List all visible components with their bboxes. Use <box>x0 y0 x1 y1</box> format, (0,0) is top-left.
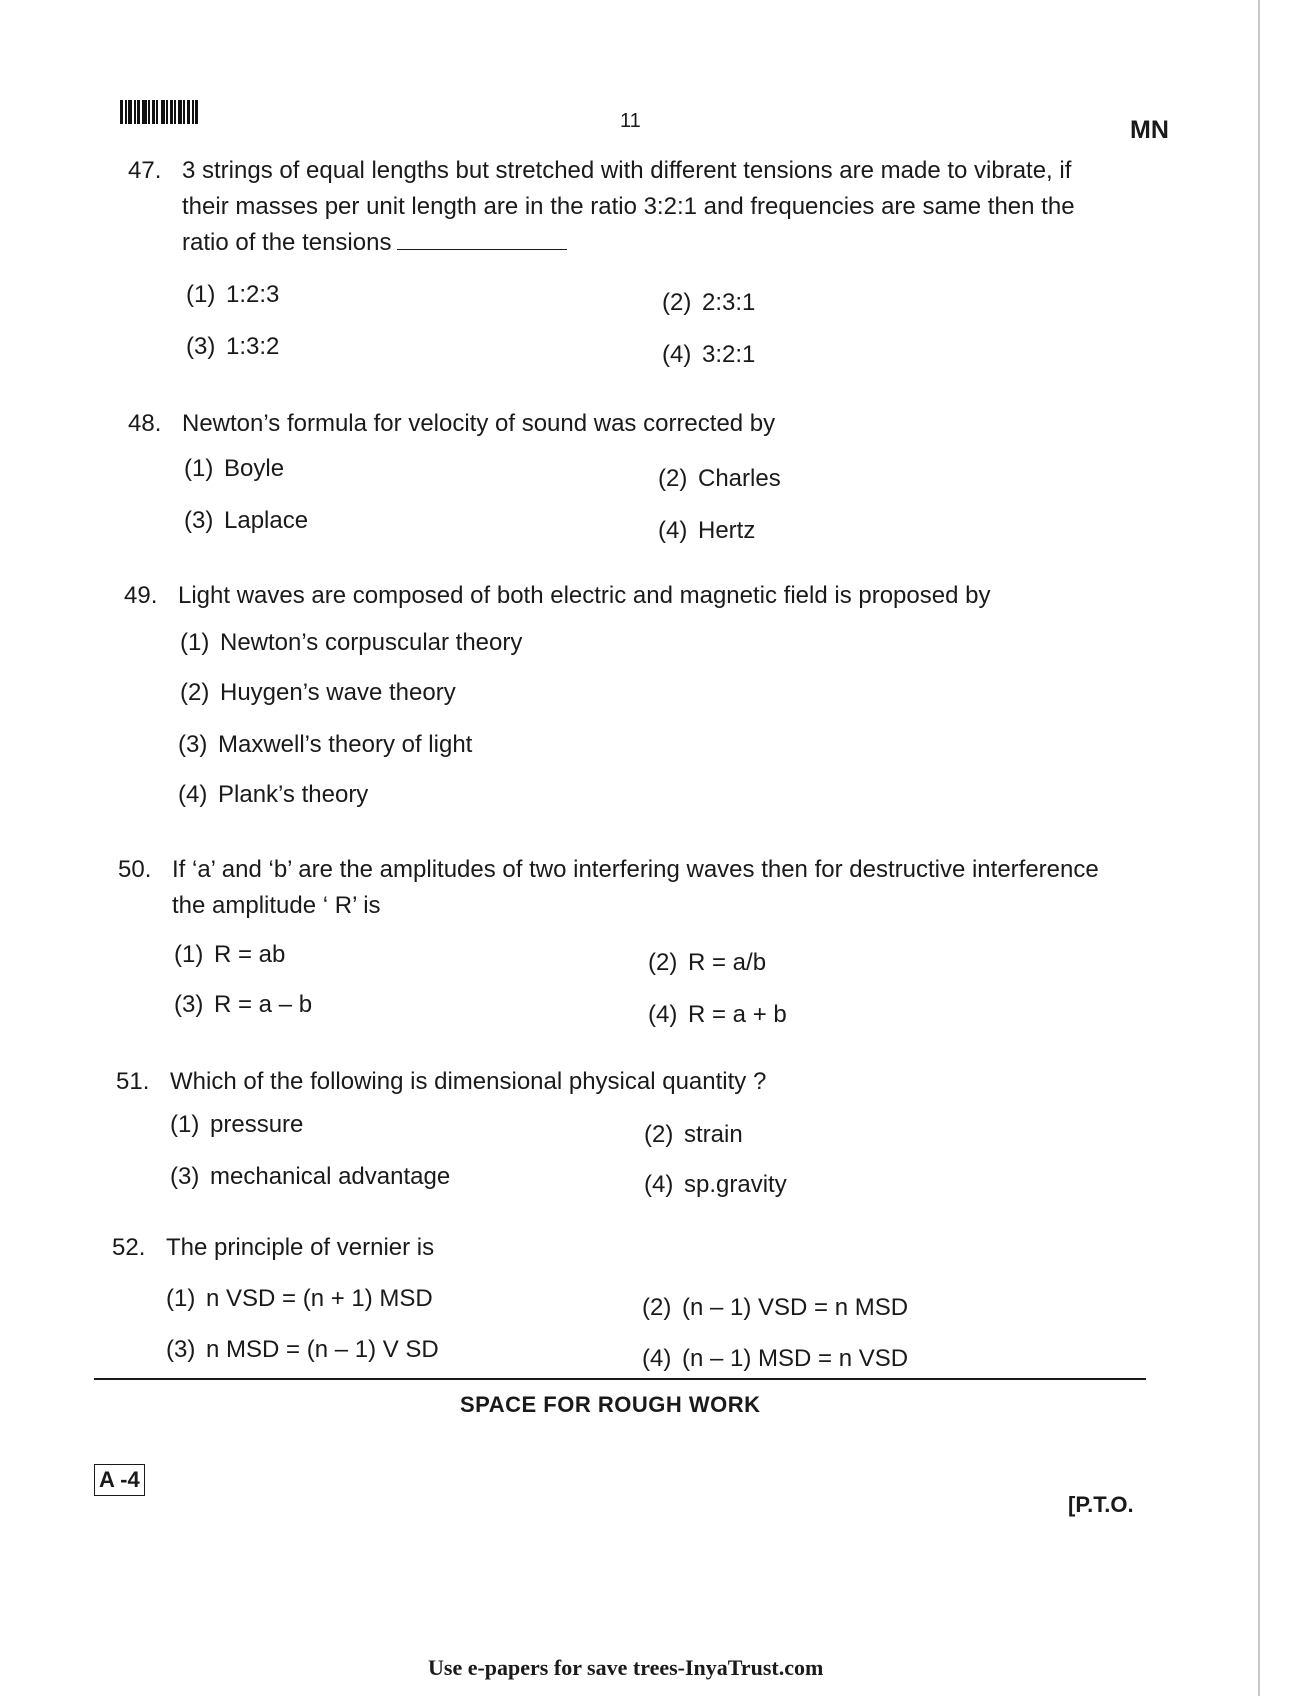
option-number: (1) <box>174 941 204 968</box>
option-text: R = ab <box>214 941 286 968</box>
option-text: 1:3:2 <box>226 333 280 360</box>
page-number: 11 <box>620 110 641 132</box>
option-52-3 <box>166 1335 439 1365</box>
question-text-fragment: ratio of the tensions <box>182 229 392 256</box>
option-text: n VSD = (n + 1) MSD <box>206 1285 433 1312</box>
question-text <box>182 406 1182 442</box>
question-text <box>182 153 1182 261</box>
option-number: (3) <box>166 1336 196 1363</box>
option-text: 3:2:1 <box>702 341 756 368</box>
option-number: (3) <box>186 333 216 360</box>
option-text: R = a + b <box>688 1001 787 1028</box>
question-text-line: Which of the following is dimensional physical quantity ? <box>170 1068 767 1095</box>
option-49-4 <box>178 780 368 810</box>
option-49-3 <box>178 730 472 760</box>
option-47-2 <box>662 288 755 318</box>
option-text: mechanical advantage <box>210 1163 451 1190</box>
question-number: 51. <box>116 1068 150 1095</box>
option-number: (1) <box>170 1111 200 1138</box>
option-48-3 <box>184 506 308 536</box>
option-text: Newton’s corpuscular theory <box>220 629 523 656</box>
option-text: 2:3:1 <box>702 289 756 316</box>
option-text: strain <box>684 1121 743 1148</box>
option-number: (3) <box>178 731 208 758</box>
question-text <box>178 578 1178 614</box>
option-number: (3) <box>184 507 214 534</box>
question-text <box>172 852 1172 924</box>
option-text: sp.gravity <box>684 1171 787 1198</box>
option-number: (2) <box>642 1294 672 1321</box>
series-code: MN <box>1130 116 1169 144</box>
option-text: 1:2:3 <box>226 281 280 308</box>
option-48-1 <box>184 454 284 484</box>
option-49-2 <box>180 678 456 708</box>
option-number: (2) <box>644 1121 674 1148</box>
option-47-3 <box>186 332 279 362</box>
option-number: (4) <box>644 1171 674 1198</box>
option-number: (2) <box>662 289 692 316</box>
option-text: Laplace <box>224 507 309 534</box>
page-edge-line <box>1258 0 1260 1696</box>
option-number: (4) <box>642 1345 672 1372</box>
option-text: Maxwell’s theory of light <box>218 731 473 758</box>
question-number: 52. <box>112 1234 146 1261</box>
option-number: (1) <box>184 455 214 482</box>
question-text <box>166 1230 1166 1266</box>
barcode-icon <box>120 100 212 124</box>
option-52-4 <box>642 1344 908 1374</box>
option-51-4 <box>644 1170 787 1200</box>
option-number: (2) <box>658 465 688 492</box>
divider-rule <box>94 1378 1146 1380</box>
option-text: (n – 1) MSD = n VSD <box>682 1345 909 1372</box>
option-text: Charles <box>698 465 781 492</box>
question-number: 49. <box>124 582 158 609</box>
option-number: (1) <box>166 1285 196 1312</box>
question-text-line: The principle of vernier is <box>166 1234 435 1261</box>
question-text-line <box>182 225 1182 261</box>
question-text <box>170 1064 1170 1100</box>
answer-blank <box>397 227 567 250</box>
footer-watermark-text: Use e-papers for save trees-InyaTrust.com <box>428 1655 824 1680</box>
question-number: 48. <box>128 410 162 437</box>
option-number: (4) <box>178 781 208 808</box>
option-48-2 <box>658 464 781 494</box>
rough-work-label: SPACE FOR ROUGH WORK <box>460 1392 761 1417</box>
option-50-3 <box>174 990 312 1020</box>
option-48-4 <box>658 516 755 546</box>
option-number: (3) <box>170 1163 200 1190</box>
option-number: (4) <box>658 517 688 544</box>
question-text-line: Newton’s formula for velocity of sound was corrected by <box>182 410 776 437</box>
option-52-2 <box>642 1293 908 1323</box>
option-number: (1) <box>180 629 210 656</box>
option-text: n MSD = (n – 1) V SD <box>206 1336 439 1363</box>
option-number: (4) <box>648 1001 678 1028</box>
option-51-3 <box>170 1162 450 1192</box>
option-49-1 <box>180 628 522 658</box>
option-text: R = a – b <box>214 991 313 1018</box>
question-text-line: If ‘a’ and ‘b’ are the amplitudes of two interfering waves then for destructive interference <box>172 856 1099 883</box>
option-text: Plank’s theory <box>218 781 369 808</box>
pto-label: [P.T.O. <box>1068 1492 1134 1517</box>
option-text: pressure <box>210 1111 304 1138</box>
option-52-1 <box>166 1284 433 1314</box>
option-text: Huygen’s wave theory <box>220 679 456 706</box>
option-50-4 <box>648 1000 787 1030</box>
booklet-code-box: A -4 <box>94 1464 145 1496</box>
option-text: Boyle <box>224 455 285 482</box>
option-47-1 <box>186 280 279 310</box>
question-text-line: the amplitude ‘ R’ is <box>172 892 381 919</box>
option-51-2 <box>644 1120 743 1150</box>
option-text: Hertz <box>698 517 756 544</box>
option-number: (3) <box>174 991 204 1018</box>
option-number: (2) <box>648 949 678 976</box>
option-51-1 <box>170 1110 303 1140</box>
option-text: (n – 1) VSD = n MSD <box>682 1294 909 1321</box>
question-text-line: their masses per unit length are in the ratio 3:2:1 and frequencies are same then the <box>182 193 1075 220</box>
question-text-line: 3 strings of equal lengths but stretched with different tensions are made to vibrate, if <box>182 157 1072 184</box>
option-number: (2) <box>180 679 210 706</box>
option-50-1 <box>174 940 285 970</box>
option-number: (1) <box>186 281 216 308</box>
question-number: 47. <box>128 157 162 184</box>
option-number: (4) <box>662 341 692 368</box>
option-50-2 <box>648 948 766 978</box>
option-47-4 <box>662 340 755 370</box>
option-text: R = a/b <box>688 949 767 976</box>
question-number: 50. <box>118 856 152 883</box>
question-text-line: Light waves are composed of both electric and magnetic field is proposed by <box>178 582 991 609</box>
